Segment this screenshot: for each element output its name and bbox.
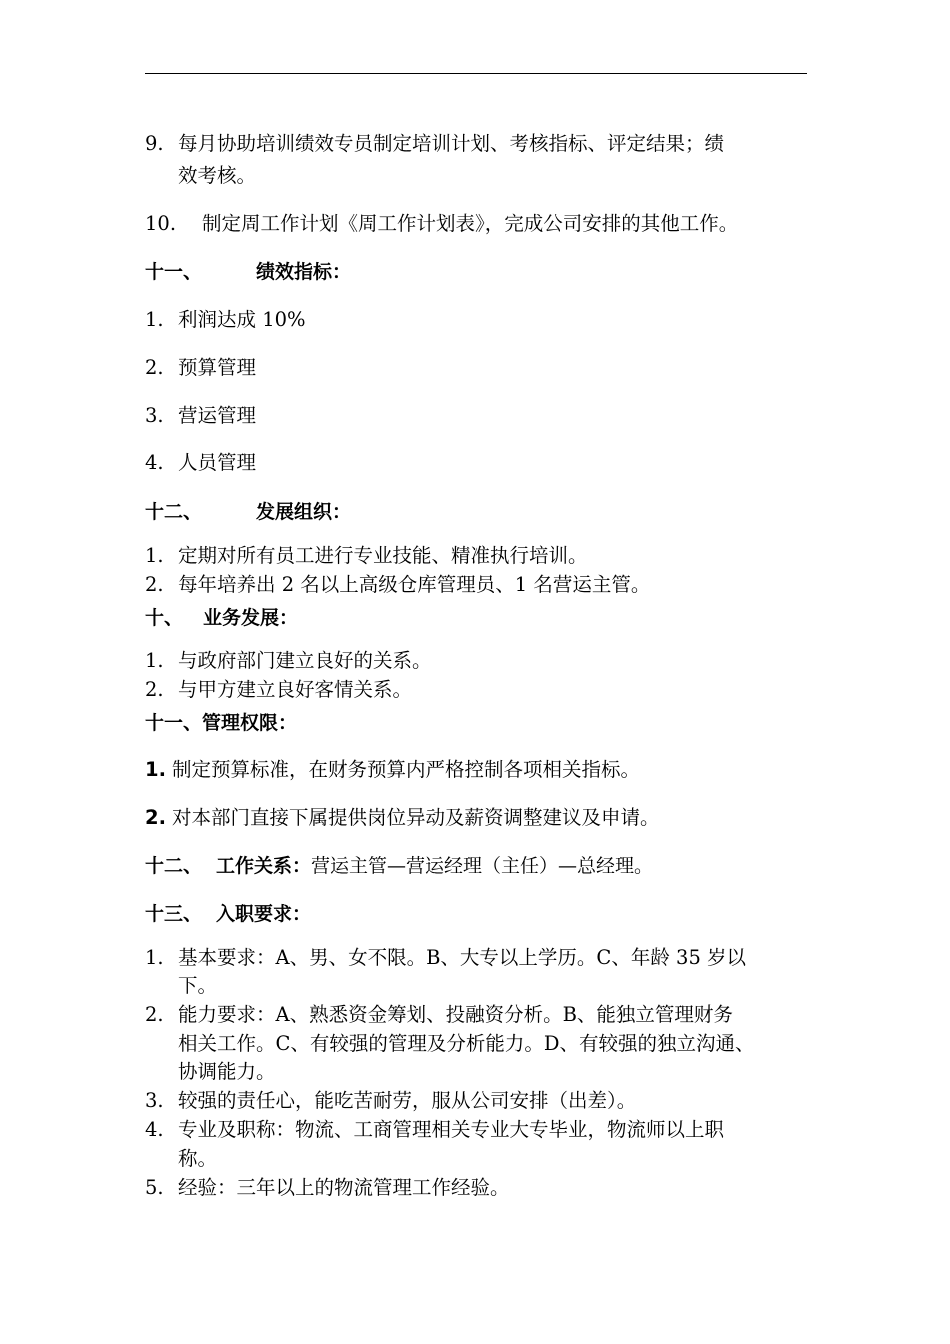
list-item [145, 1089, 825, 1113]
list-text: 与甲方建立良好客情关系。 [178, 678, 413, 701]
list-text: 制定预算标准，在财务预算内严格控制各项相关指标。 [172, 758, 641, 781]
list-number: 5. [145, 1176, 164, 1199]
section-text: 营运主管—营运经理（主任）—总经理。 [311, 855, 654, 877]
list-text: 利润达成 10% [178, 308, 306, 331]
list-text: 预算管理 [178, 356, 257, 379]
list-number: 2. [145, 573, 164, 596]
list-item [145, 806, 825, 830]
section-number: 十三、 [145, 903, 203, 925]
list-item [145, 1118, 825, 1142]
list-text: 制定周工作计划《周工作计划表》，完成公司安排的其他工作。 [202, 212, 739, 235]
list-item [145, 451, 825, 475]
list-text: 每月协助培训绩效专员制定培训计划、考核指标、评定结果；绩 [178, 132, 725, 155]
list-text: 专业及职称：物流、工商管理相关专业大专毕业，物流师以上职 [178, 1118, 725, 1141]
list-text: 与政府部门建立良好的关系。 [178, 649, 432, 672]
list-item [145, 308, 825, 332]
list-text: 相关工作。C、有较强的管理及分析能力。D、有较强的独立沟通、 [178, 1032, 755, 1055]
list-item [145, 544, 825, 568]
section-title: 绩效指标： [256, 261, 352, 283]
list-item [145, 212, 825, 236]
list-number: 1. [145, 946, 164, 969]
section-title: 发展组织： [256, 501, 352, 523]
list-number: 4. [145, 1118, 164, 1141]
list-text: 较强的责任心，能吃苦耐劳，服从公司安排（出差）。 [178, 1089, 637, 1112]
header-rule [145, 73, 807, 74]
list-item [145, 132, 825, 156]
section-title: 十一、管理权限： [145, 712, 298, 734]
list-item [145, 356, 825, 380]
list-item [145, 573, 825, 597]
list-item [145, 758, 825, 782]
list-text: 下。 [178, 974, 218, 997]
section-heading-business [145, 606, 825, 630]
list-text: 人员管理 [178, 451, 257, 474]
section-heading-authority [145, 711, 825, 735]
list-text: 协调能力。 [178, 1060, 276, 1083]
section-title: 工作关系： [216, 855, 312, 877]
list-number: 10. [145, 212, 177, 235]
list-item [145, 946, 825, 970]
list-item-continuation [178, 1032, 858, 1056]
list-item [145, 1176, 825, 1200]
list-text: 每年培养出 2 名以上高级仓库管理员、1 名营运主管。 [178, 573, 651, 596]
list-item-continuation [178, 974, 858, 998]
list-number: 1. [145, 758, 166, 781]
list-text: 能力要求：A、熟悉资金筹划、投融资分析。B、能独立管理财务 [178, 1003, 733, 1026]
section-heading-requirements [145, 902, 825, 926]
list-text: 称。 [178, 1147, 218, 1170]
list-item-continuation [178, 1060, 858, 1084]
list-text: 对本部门直接下属提供岗位异动及薪资调整建议及申请。 [172, 806, 660, 829]
list-number: 2. [145, 806, 166, 829]
section-number: 十二、 [145, 855, 203, 877]
list-number: 2. [145, 1003, 164, 1026]
list-number: 1. [145, 308, 164, 331]
section-title: 入职要求： [216, 903, 312, 925]
section-title: 业务发展： [203, 607, 299, 629]
list-text: 效考核。 [178, 164, 257, 187]
list-number: 1. [145, 544, 164, 567]
list-number: 4. [145, 451, 164, 474]
list-number: 3. [145, 404, 164, 427]
section-number: 十二、 [145, 501, 203, 523]
list-item-continuation [178, 164, 858, 188]
section-number: 十、 [145, 607, 184, 629]
list-text: 基本要求：A、男、女不限。B、大专以上学历。C、年龄 35 岁以 [178, 946, 747, 969]
list-text: 经验：三年以上的物流管理工作经验。 [178, 1176, 510, 1199]
list-number: 3. [145, 1089, 164, 1112]
list-item [145, 649, 825, 673]
section-heading-relation [145, 854, 825, 878]
list-text: 营运管理 [178, 404, 257, 427]
section-heading-kpi [145, 260, 825, 284]
list-number: 1. [145, 649, 164, 672]
list-number: 2. [145, 356, 164, 379]
section-number: 十一、 [145, 261, 203, 283]
section-heading-org [145, 500, 825, 524]
list-number: 9. [145, 132, 164, 155]
list-item-continuation [178, 1147, 858, 1171]
list-item [145, 404, 825, 428]
list-number: 2. [145, 678, 164, 701]
list-item [145, 1003, 825, 1027]
list-text: 定期对所有员工进行专业技能、精准执行培训。 [178, 544, 588, 567]
list-item [145, 678, 825, 702]
